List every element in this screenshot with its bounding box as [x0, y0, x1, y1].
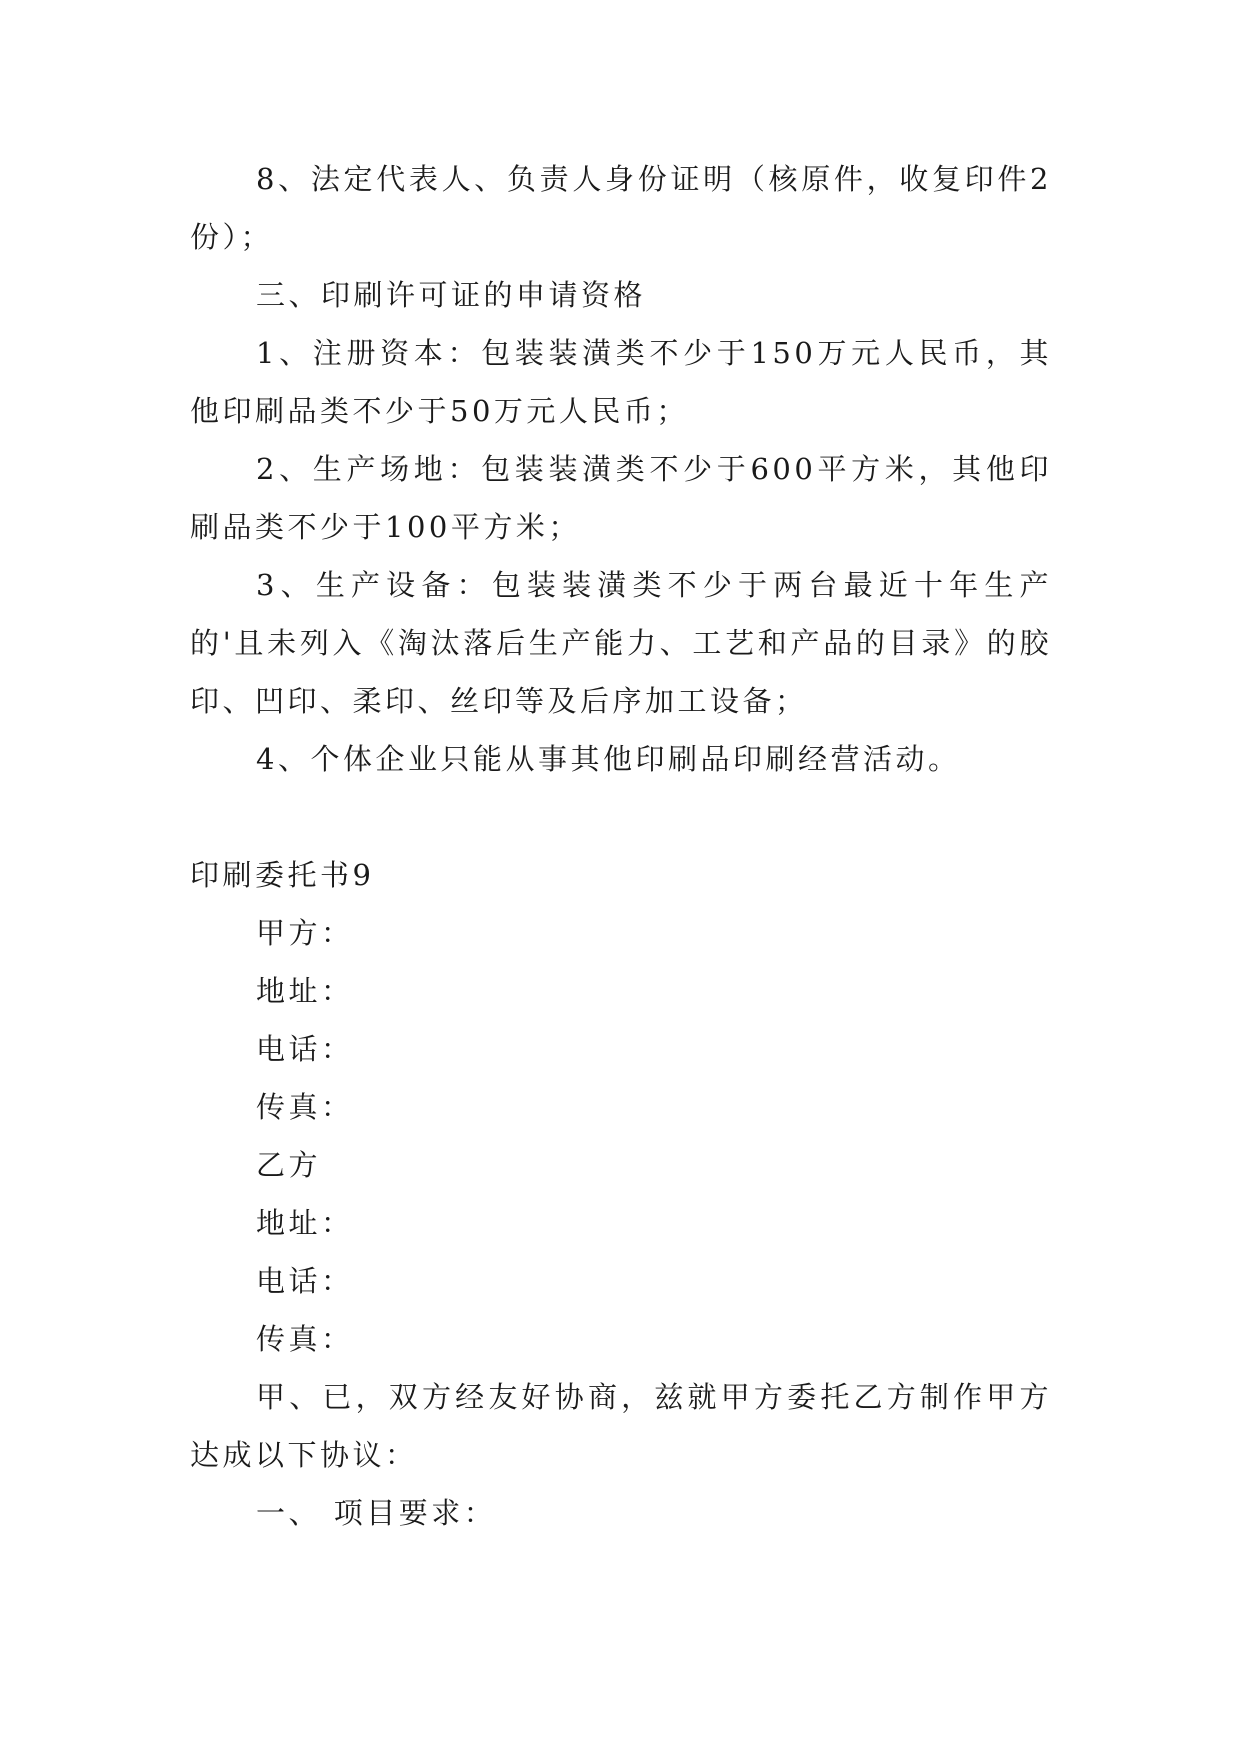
- paragraph-qualification-3: 3、生产设备：包装装潢类不少于两台最近十年生产的'且未列入《淘汰落后生产能力、工艺和产品的目录》的胶印、凹印、柔印、丝印等及后序加工设备；: [190, 568, 1052, 718]
- paragraph-qualification-4: 4、个体企业只能从事其他印刷品印刷经营活动。: [256, 742, 961, 776]
- party-b-phone-label: 电话：: [256, 1264, 354, 1298]
- item-project-requirements: 一、 项目要求：: [256, 1496, 497, 1530]
- party-b-address-label: 地址：: [256, 1206, 354, 1240]
- paragraph-qualification-2: 2、生产场地：包装装潢类不少于600平方米，其他印刷品类不少于100平方米；: [190, 452, 1052, 544]
- party-b-fax-label: 传真：: [256, 1322, 354, 1356]
- paragraph-requirement-8: 8、法定代表人、负责人身份证明（核原件，收复印件2份）；: [190, 162, 1052, 254]
- party-a-address-label: 地址：: [256, 974, 354, 1008]
- party-a-label: 甲方：: [256, 916, 354, 950]
- document-page: [190, 150, 1052, 1542]
- paragraph-qualification-1: 1、注册资本：包装装潢类不少于150万元人民币，其他印刷品类不少于50万元人民币；: [190, 336, 1052, 428]
- party-b-label: 乙方: [256, 1148, 322, 1182]
- section-heading-qualifications: 三、印刷许可证的申请资格: [256, 278, 647, 312]
- document-title: 印刷委托书9: [190, 858, 375, 892]
- party-a-phone-label: 电话：: [256, 1032, 354, 1066]
- paragraph-agreement: 甲、已，双方经友好协商，兹就甲方委托乙方制作甲方达成以下协议：: [190, 1380, 1052, 1472]
- section-gap: [190, 788, 1052, 846]
- party-a-fax-label: 传真：: [256, 1090, 354, 1124]
